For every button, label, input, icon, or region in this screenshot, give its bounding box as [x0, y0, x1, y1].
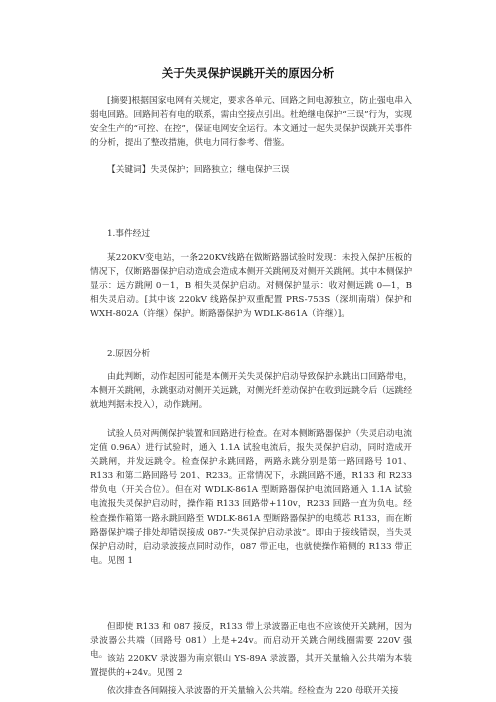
- abstract-paragraph: [摘要]根据国家电网有关规定，要求各单元、回路之间电源独立，防止强电串入弱电回路。回路间若有电的联系，需由空接点引出。杜绝继电保护“三误”行为，实现安全生产的“可控、在控”，保证电网安全运行。本文通过一起失灵保护误跳开关事件的分析，提出了整改措施，供电力同行参考、借鉴。: [90, 96, 412, 149]
- keywords-line: 【关键词】失灵保护；回路独立；继电保护三误: [107, 165, 290, 175]
- section-2-paragraph-3: 但即使 R133 和 087 接反，R133 带上录波器正电也不应该使开关跳闸，因为录波器公共端（回路号 081）上是+24v。而启动开关跳合闸线圈需要 220V 强电。: [90, 622, 412, 661]
- section-2-paragraph-1: 由此判断，动作起因可能是本侧开关失灵保护启动导致保护永跳出口回路带电，本侧开关跳闸，永跳驱动对侧开关远跳，对侧光纤差动保护在收到远跳令后（远跳经就地判据未投入），动作跳闸。: [90, 372, 412, 411]
- section-2-heading: 2.原因分析: [107, 349, 151, 359]
- document-title: 关于失灵保护误跳开关的原因分析: [161, 66, 335, 80]
- section-2-paragraph-2: 试验人员对两侧保护装置和回路进行检查。在对本侧断路器保护（失灵启动电流定值 0.96A）进行试验时，通入 1.1A 试验电流后，报失灵保护启动，同时造成开关跳闸，并发远跳令。检查保护永跳回路，两路永跳分别是第一路回路号 101、R133 和第二路回路号 201、R233。正常情况下，永跳回路不通，R133 和 R233 带负电（开关合位）。但在对 WDLK-861A 型断路器保护电流回路通入 1.1A 试验电流报失灵保护启动时，操作箱 R133 回路带+110v，R233 回路一直为负电。经检查操作箱第一路永跳回路至 WDLK-861A 型断路器保护的电缆芯 R133，而在断路器保护端子排处却错误接成 087-“失灵保护启动录波”。即由于接线错误，当失灵保护启动时，启动录波接点同时动作，087 带正电，也就使操作箱侧的 R133 带正电。见图 1: [90, 429, 412, 566]
- section-1-paragraph: 某220KV变电站，一条220KV线路在做断路器试验时发现：未投入保护压板的情况下，仅断路器保护启动造成会造成本侧开关跳闸及对侧开关跳闸。其中本侧保护显示：远方跳闸 0－1，B 相失灵保护启动。对侧保护显示：收对侧远跳 0—1，B 相失灵启动。[其中该 220kV 线路保护双重配置 PRS-753S（深圳南瑞）保护和 WXH-802A（许继）保护。断路器保护为 WDLK-861A（许继）]。: [90, 253, 412, 320]
- section-2-paragraph-5: 依次排查各间隔接入录波器的开关量输入公共端。经检查为 220 母联开关接: [107, 686, 399, 696]
- section-1-heading: 1.事件经过: [107, 229, 151, 239]
- section-2-paragraph-4: 该站 220KV 录波器为南京银山 YS-89A 录波器，其开关量输入公共端为本装置提供的+24v。见图 2: [90, 654, 412, 679]
